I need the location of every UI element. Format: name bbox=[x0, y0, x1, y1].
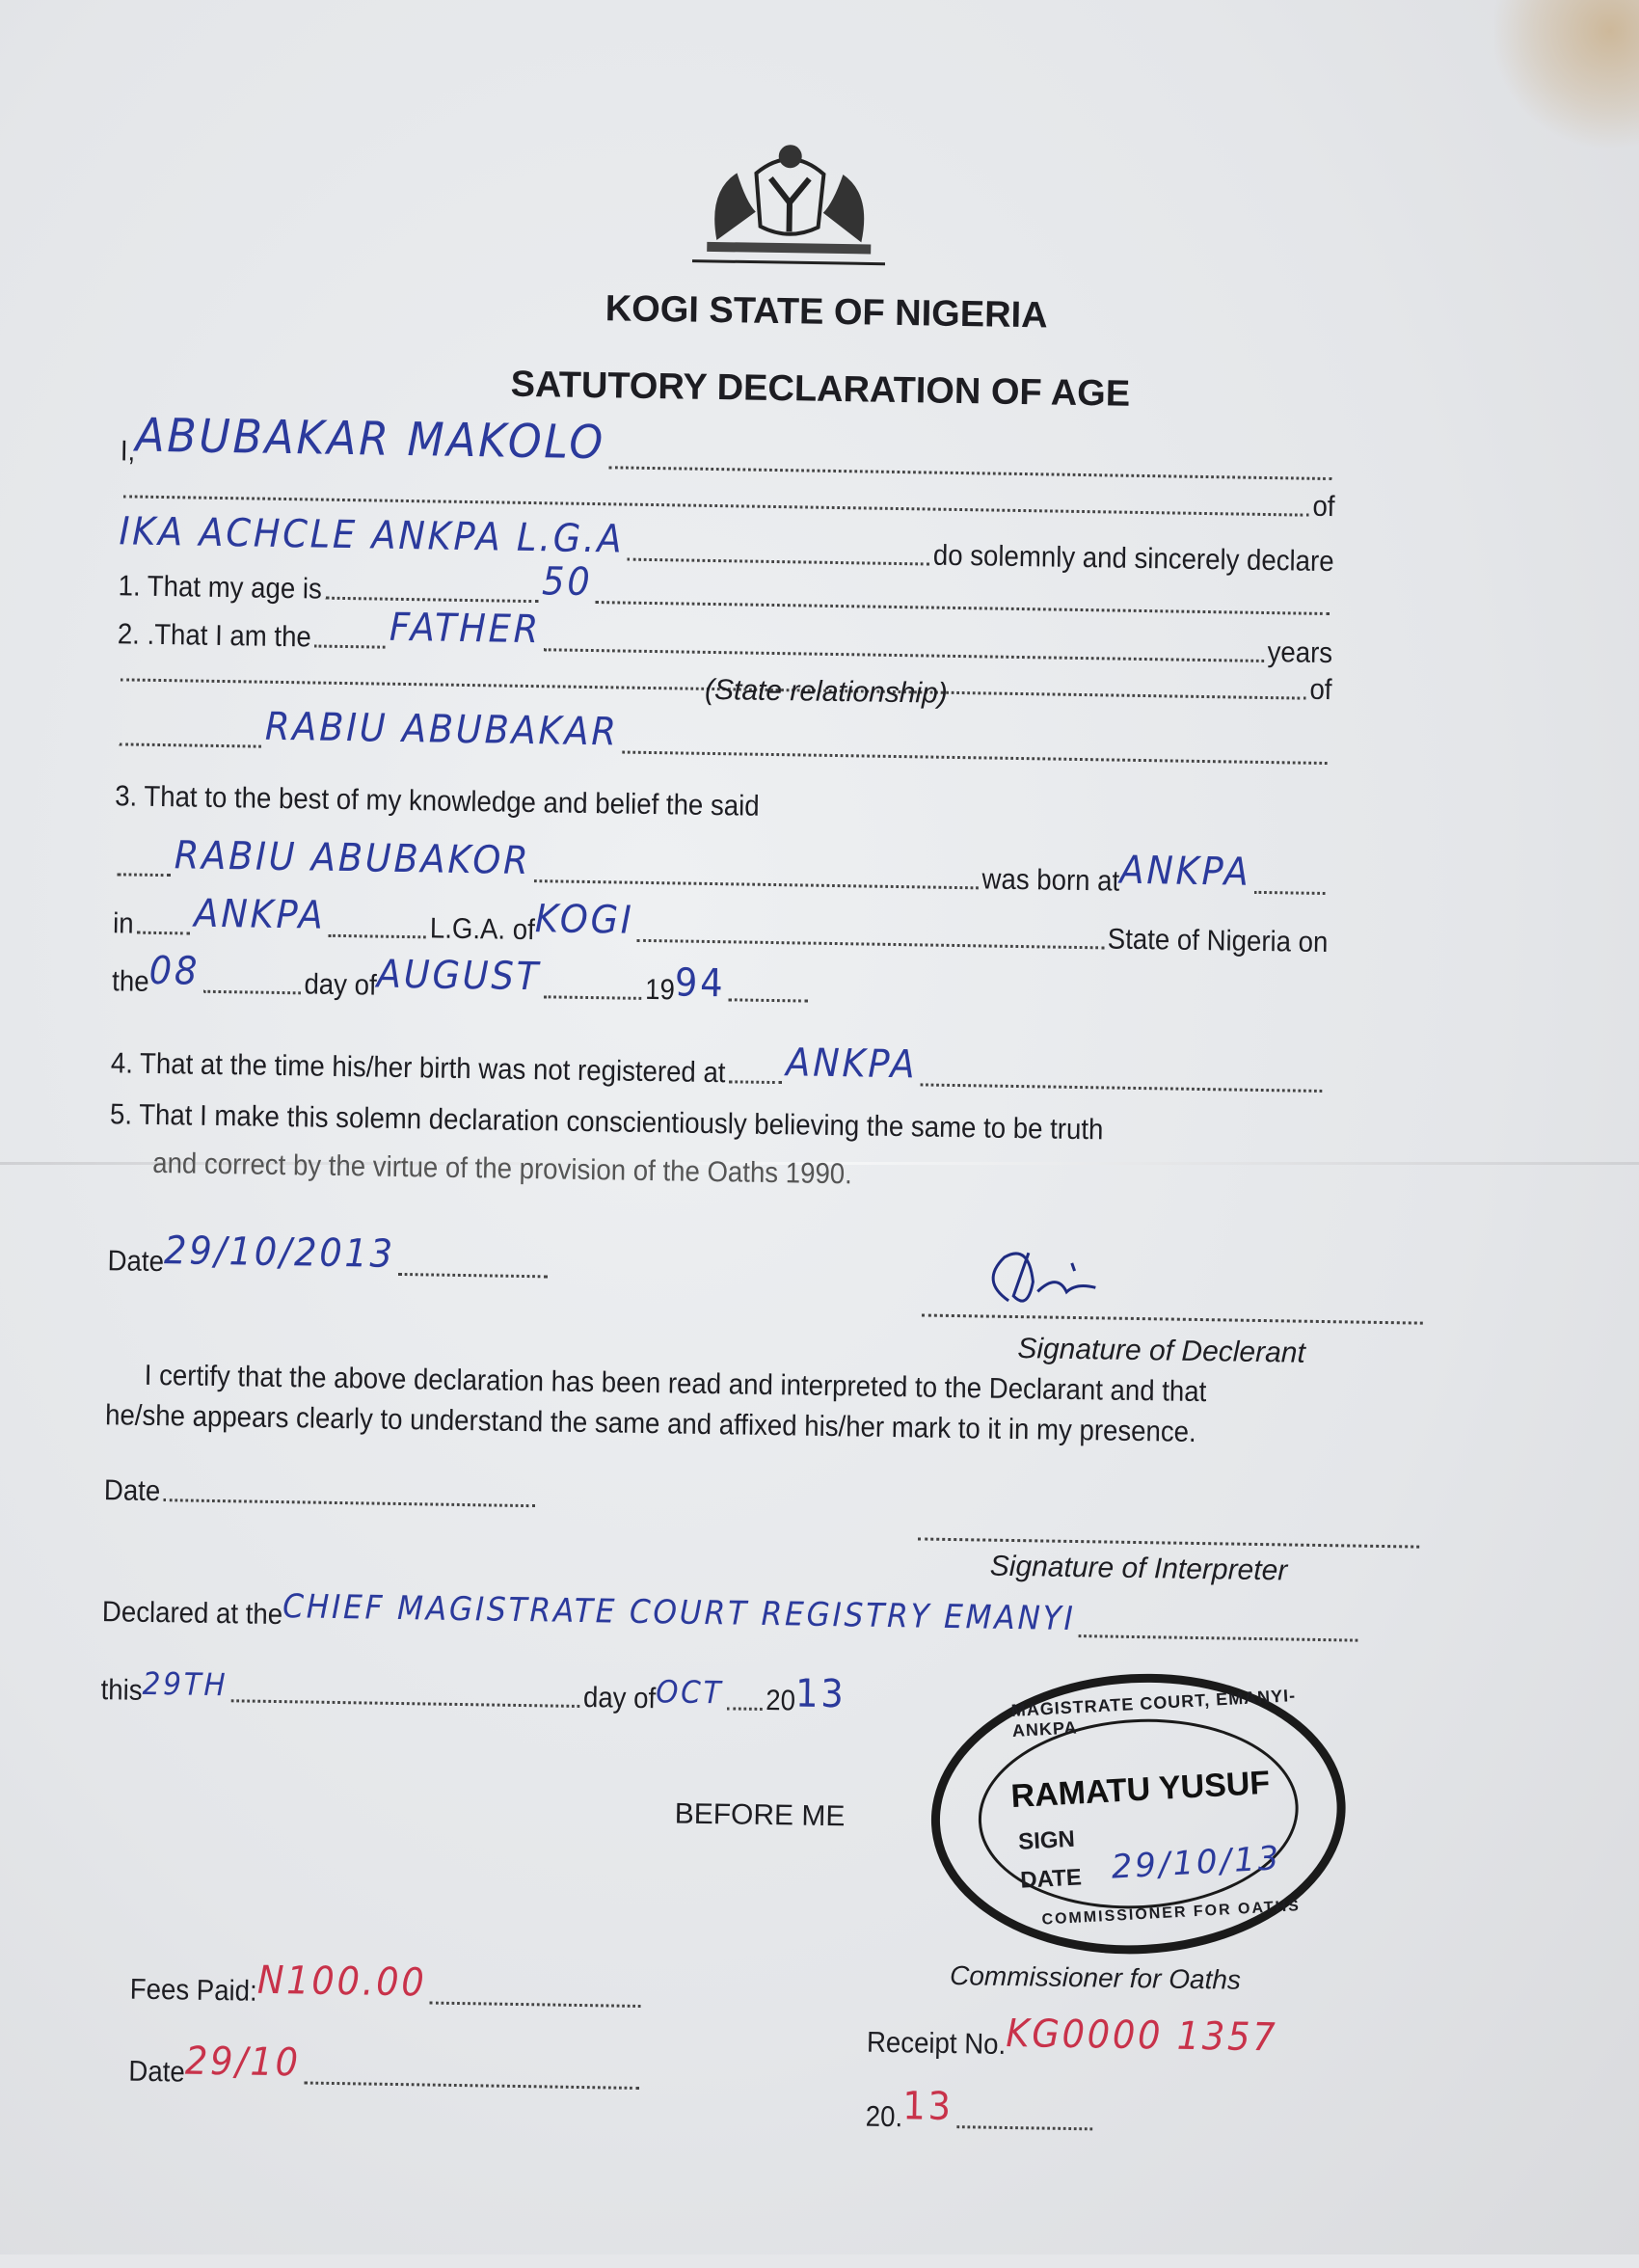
dotted-line bbox=[596, 601, 1330, 615]
the-label: the bbox=[111, 965, 149, 998]
fees-label: Fees Paid: bbox=[129, 1973, 257, 2008]
day-of-label: day of bbox=[304, 968, 377, 1002]
in-label: in bbox=[112, 907, 134, 940]
dotted-line bbox=[329, 934, 426, 939]
receipt-year: 13 bbox=[902, 2084, 954, 2130]
birth-place: ANKPA bbox=[1119, 848, 1251, 895]
dotted-line bbox=[608, 466, 1331, 480]
declarant-signature-icon bbox=[970, 1242, 1144, 1322]
certify-date-label: Date bbox=[103, 1474, 161, 1508]
declarant-signature-label: Signature of Declerant bbox=[1017, 1333, 1306, 1369]
age-label: 1. That my age is bbox=[118, 570, 323, 606]
dotted-line bbox=[137, 932, 190, 935]
coat-of-arms-icon bbox=[687, 134, 892, 272]
dotted-line bbox=[1079, 1634, 1357, 1642]
dotted-line bbox=[729, 998, 809, 1002]
declared-place: CHIEF MAGISTRATE COURT REGISTRY EMANYI bbox=[282, 1587, 1076, 1639]
receipt-number: KG0000 1357 bbox=[1006, 2011, 1278, 2061]
dotted-line bbox=[921, 1083, 1323, 1093]
dotted-line bbox=[534, 879, 979, 889]
commissioner-label: Commissioner for Oaths bbox=[949, 1960, 1242, 1995]
relationship-value: FATHER bbox=[389, 605, 542, 653]
stamp-sign-label: SIGN bbox=[1017, 1825, 1076, 1855]
document-subtitle: SATUTORY DECLARATION OF AGE bbox=[510, 364, 1131, 415]
state-value: KOGI bbox=[534, 897, 634, 943]
stamp-ring-text: MAGISTRATE COURT, EMANYI-ANKPA bbox=[1010, 1686, 1297, 1742]
certify-text-line1: I certify that the above declaration has been read and interpreted to the Declarant and that bbox=[144, 1359, 1207, 1409]
interpreter-signature-line bbox=[918, 1537, 1419, 1548]
this-label: this bbox=[100, 1674, 143, 1707]
certify-text-line2: he/she appears clearly to understand the same and affixed his/her mark to it in my presence. bbox=[104, 1399, 1196, 1448]
declaration-date-label: Date bbox=[107, 1245, 165, 1279]
stamp-date-label: DATE bbox=[1019, 1864, 1083, 1894]
dotted-line bbox=[231, 1699, 579, 1708]
dotted-line bbox=[727, 1707, 763, 1711]
declared-day: 29TH bbox=[142, 1664, 228, 1704]
stamp-date-value: 29/10/13 bbox=[1110, 1839, 1283, 1887]
relationship-label: 2. .That I am the bbox=[117, 618, 312, 654]
dotted-line bbox=[544, 995, 641, 1000]
registration-place: ANKPA bbox=[785, 1040, 918, 1088]
declarant-address: IKA ACHCLE ANKPA L.G.A bbox=[119, 509, 625, 562]
interpreter-signature-label: Signature of Interpreter bbox=[989, 1550, 1288, 1587]
years-label: years bbox=[1267, 636, 1333, 670]
court-stamp bbox=[924, 1663, 1353, 1965]
dotted-line bbox=[325, 597, 538, 603]
declarant-name: ABUBAKAR MAKOLO bbox=[135, 408, 606, 471]
lga-of-label: L.G.A. of bbox=[429, 912, 536, 947]
fees-value: N100.00 bbox=[256, 1958, 427, 2006]
dotted-line bbox=[729, 1080, 782, 1084]
receipt-label: Receipt No. bbox=[866, 2026, 1007, 2061]
declared-at-label: Declared at the bbox=[101, 1596, 283, 1632]
document-title: KOGI STATE OF NIGERIA bbox=[605, 288, 1048, 337]
age-value: 50 bbox=[541, 559, 593, 606]
day-of-label: day of bbox=[582, 1682, 657, 1715]
dotted-line bbox=[120, 742, 261, 747]
born-at-label: was born at bbox=[981, 863, 1120, 898]
dotted-line bbox=[314, 645, 386, 649]
declaration-date: 29/10/2013 bbox=[163, 1228, 396, 1277]
dotted-line bbox=[622, 751, 1328, 765]
dotted-line bbox=[1254, 891, 1326, 895]
state-of-label: State of Nigeria on bbox=[1107, 923, 1329, 959]
fees-date-label: Date bbox=[128, 2055, 186, 2089]
declared-year: 13 bbox=[794, 1671, 846, 1717]
dotted-line bbox=[430, 2002, 641, 2008]
before-me-label: BEFORE ME bbox=[674, 1797, 846, 1833]
dotted-line bbox=[398, 1273, 548, 1278]
year-prefix: 19 bbox=[644, 973, 676, 1007]
birth-month: AUGUST bbox=[376, 952, 542, 1000]
dotted-line bbox=[202, 990, 300, 995]
belief-text: 3. That to the best of my knowledge and belief the said bbox=[114, 780, 760, 823]
dotted-line bbox=[118, 873, 171, 877]
stamp-bottom-text: COMMISSIONER FOR OATHS bbox=[1041, 1898, 1302, 1929]
dotted-line bbox=[628, 558, 929, 566]
lga-value: ANKPA bbox=[194, 891, 326, 938]
child-name-2: RABIU ABUBAKOR bbox=[174, 833, 531, 884]
of-label: of bbox=[1309, 673, 1332, 707]
state-relationship-hint: (State relationship) bbox=[704, 673, 949, 710]
fees-date: 29/10 bbox=[184, 2038, 302, 2086]
dotted-line bbox=[544, 648, 1264, 662]
dotted-line bbox=[164, 1498, 535, 1507]
solemn-text: do solemnly and sincerely declare bbox=[932, 539, 1334, 579]
year-prefix: 20 bbox=[766, 1684, 796, 1717]
stamp-name: RAMATU YUSUF bbox=[1009, 1764, 1272, 1816]
birth-day: 08 bbox=[148, 948, 201, 994]
not-registered-text: 4. That at the time his/her birth was not registered at bbox=[110, 1047, 726, 1090]
of-label: of bbox=[1312, 490, 1335, 524]
declared-month: OCT bbox=[656, 1673, 724, 1712]
dotted-line bbox=[956, 2125, 1092, 2130]
solemn-declaration-text: 5. That I make this solemn declaration conscientiously believing the same to be truth bbox=[109, 1098, 1104, 1147]
child-name: RABIU ABUBAKAR bbox=[264, 704, 620, 755]
i-label: I, bbox=[120, 435, 136, 468]
birth-year: 94 bbox=[674, 960, 726, 1007]
dotted-line bbox=[304, 2082, 639, 2090]
receipt-year-prefix: 20. bbox=[865, 2100, 903, 2134]
oaths-act-text: and correct by the virtue of the provision of the Oaths 1990. bbox=[151, 1147, 853, 1191]
dotted-line bbox=[637, 939, 1104, 950]
